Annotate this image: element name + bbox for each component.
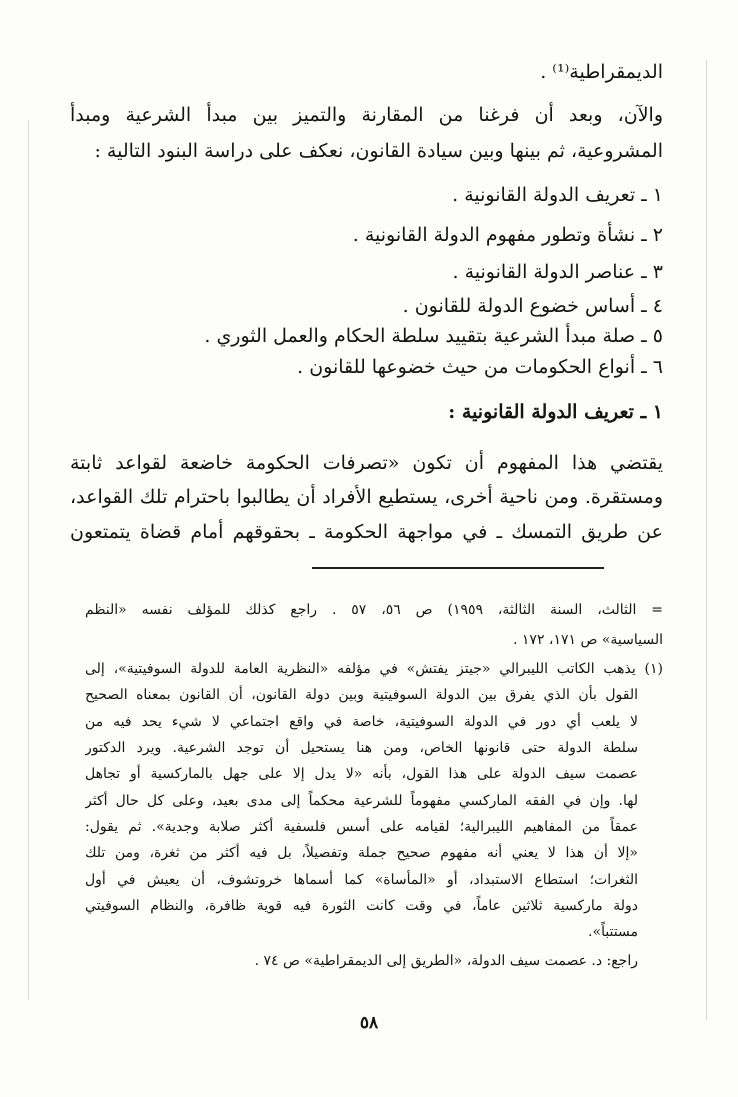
- footnote-1-line: الثغرات؛ استطاع الاستبداد، أو «المأساة» كما أسماها خروتشوف، أن يعيش في أول: [85, 872, 638, 888]
- list-item: ٣ ـ عناصر الدولة القانونية .: [452, 261, 663, 283]
- list-item: ٥ ـ صلة مبدأ الشرعية بتقييد سلطة الحكام والعمل الثوري .: [204, 325, 663, 347]
- footnote-1-line: مستتباً».: [588, 924, 638, 940]
- intro-line-1: والآن، وبعد أن فرغنا من المقارنة والتميز بين مبدأ الشرعية ومبدأ: [70, 104, 663, 126]
- list-item: ٦ ـ أنواع الحكومات من حيث خضوعها للقانون .: [297, 356, 663, 378]
- footnote-reference: راجع: د. عصمت سيف الدولة، «الطريق إلى الديمقراطية» ص ٧٤ .: [254, 953, 638, 969]
- list-item: ١ ـ تعريف الدولة القانونية .: [452, 184, 663, 206]
- footnote-separator: [312, 567, 604, 569]
- section-heading: ١ ـ تعريف الدولة القانونية :: [448, 401, 663, 423]
- section-body-line-1: يقتضي هذا المفهوم أن تكون «تصرفات الحكومة خاضعة لقواعد ثابتة: [70, 452, 663, 474]
- footnote-1-line: (١) يذهب الكاتب الليبرالي «جيتز يفتش» في مؤلفه «النظرية العامة للدولة السوفيتية»، إلى: [85, 661, 663, 677]
- scan-artifact: [706, 60, 707, 1020]
- footnote-1-line: لا يلعب أي دور في الدولة السوفيتية، خاصة في واقع اجتماعي لا شيء يحد فيه من: [85, 714, 638, 730]
- section-body-line-2: ومستقرة. ومن ناحية أخرى، يستطيع الأفراد أن يطالبوا باحترام تلك القواعد،: [70, 486, 663, 508]
- list-item: ٢ ـ نشأة وتطور مفهوم الدولة القانونية .: [352, 224, 663, 246]
- footnote-1-line: لها. وإن في الفقه الماركسي مفهوماً للشرعية محكماً إلى مدى بعيد، وعلى كل حال أكثر: [85, 793, 638, 809]
- footnote-1-line: عمقاً من المفاهيم الليبرالية؛ لقيامه على أسس فلسفية أكثر صلابة وجدية». ثم يقول:: [85, 819, 638, 835]
- intro-line-2: المشروعية، ثم بينها وبين سيادة القانون، نعكف على دراسة البنود التالية :: [94, 140, 663, 162]
- footnote-1-line: القول بأن الذي يفرق بين الدولة السوفيتية وبين دولة القانون، أن القانون بمعناه الصحيح: [85, 687, 638, 703]
- footnote-continued-line-1: = الثالث، السنة الثالثة، ١٩٥٩) ص ٥٦، ٥٧ . راجع كذلك للمؤلف نفسه «النظم: [85, 602, 663, 618]
- footnote-1-line: عصمت سيف الدولة على هذا القول، بأنه «لا يدل إلا على جهل بالماركسية أو تجاهل: [85, 766, 638, 782]
- page-number: ٥٨: [359, 1013, 379, 1033]
- list-item: ٤ ـ أساس خضوع الدولة للقانون .: [402, 295, 663, 317]
- footnote-1-line: دولة ماركسية ثلاثين عاماً، في وقت كانت الثورة فيه قوية ظافرة، والنظام السوفيتي: [85, 898, 638, 914]
- section-body-line-3: عن طريق التمسك ـ في مواجهة الحكومة ـ بحقوقهم أمام قضاة يتمتعون: [70, 521, 663, 543]
- footnote-1-line: سلطة الدولة حتى قانونها الخاص، ومن هنا يستحيل أن توجد الشرعية. ويرد الدكتور: [85, 740, 638, 756]
- top-line: الديمقراطية⁽¹⁾ .: [540, 61, 663, 83]
- scan-artifact: [28, 120, 29, 1000]
- footnote-continued-line-2: السياسية» ص ١٧١، ١٧٢ .: [513, 632, 663, 648]
- footnote-1-line: «إلا أن هذا لا يعني أنه مفهوم صحيح جملة وتفصيلاً، بل فيه أكثر من ثغرة، ومن تلك: [85, 845, 638, 861]
